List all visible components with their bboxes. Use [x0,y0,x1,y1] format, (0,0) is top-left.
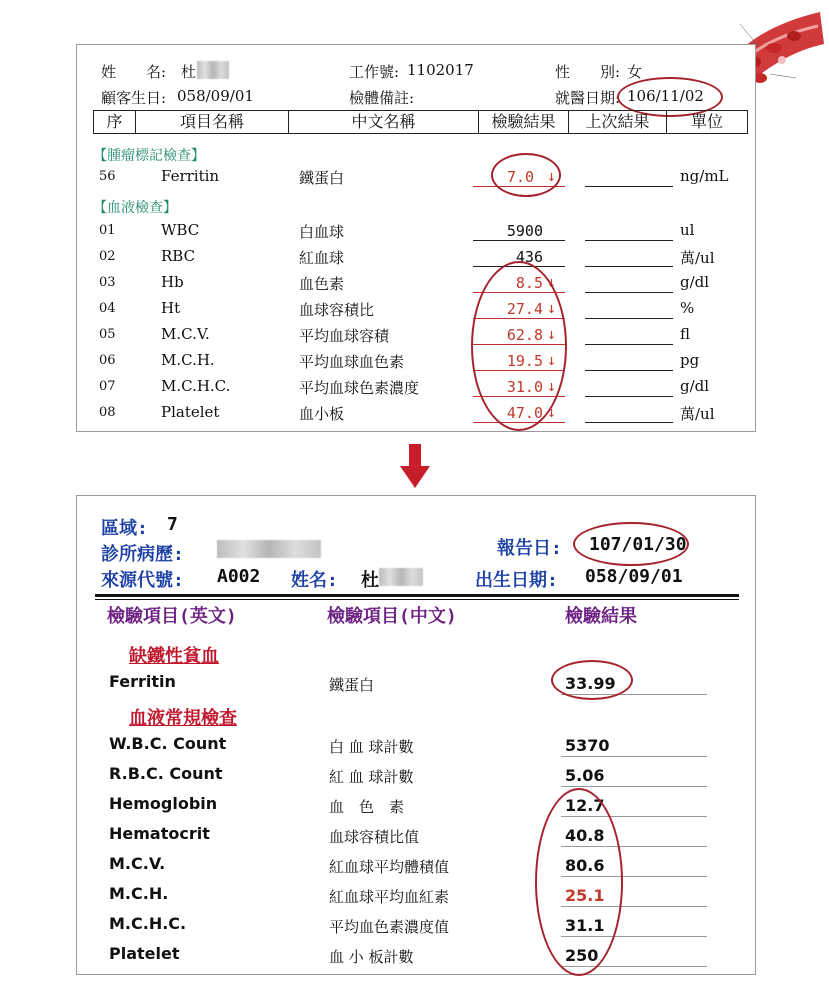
name-redaction [197,61,229,79]
patient-name-value: 杜 [361,570,379,591]
ferritin-circle [491,153,561,197]
col-zh-name: 檢驗項目(中文) [327,606,457,627]
section-title: 【腫瘤標記檢查】 [93,148,205,164]
col-unit: 單位 [690,112,723,131]
name-label: 姓 名: [101,63,167,81]
down-arrow-icon: ↓ [547,377,557,395]
col-result: 檢驗結果 [565,606,637,627]
col-result: 檢驗結果 [479,111,569,133]
ferritin-circle [551,660,633,700]
sex-value: 女 [627,63,643,81]
work-no-value: 1102017 [407,61,474,79]
down-arrow-icon: ↓ [547,167,557,185]
down-arrow-icon [400,444,430,488]
work-no-label: 工作號: [349,63,400,81]
clinic-record-label: 診所病歷: [101,544,184,565]
improved-values-circle [535,788,623,976]
visit-date-label: 就醫日期: [555,89,621,107]
col-previous: 上次結果 [569,111,667,133]
patient-name-redaction [379,568,423,586]
header-divider [95,594,739,600]
down-arrow-icon: ↓ [547,403,557,421]
col-no: 序 [94,111,136,133]
followup-lab-report: 區域: 7 診所病歷: 報告日: 107/01/30 來源代號: A002 姓名: 杜 出生日期: 058/09/01 檢驗項目(英文) 檢驗項目(中文) 檢驗結果 缺鐵性貧血 Ferritin 鐵蛋白 33.99 血液常規檢查 W.B.C. Count 白 血 球計數 5370 R.B.C. Count 紅 血 球計數 5.06 Hemoglobin 血 色 素 12.7 Hematocrit 血球容積比值 40.8 M.C.V. 紅血球平均體積值 80.6 M.C.H. 紅血球平均血紅素 25.1 M.C.H.C. 平均血色素濃度值 31.1 Platelet 血 小 板計數 250 [76,495,756,975]
specimen-label: 檢體備註: [349,89,415,107]
report-date-value: 107/01/30 [589,534,687,555]
previous-lab-report: 姓 名: 杜 工作號: 1102017 性 別: 女 顧客生日: 058/09/01 檢體備註: 就醫日期: 106/11/02 序 項目名稱 中文名稱 檢驗結果 上次結果 單位 【腫瘤標記檢查】 56 Ferritin 鐵蛋白 7.0 ↓ ng/mL 【血液檢查】 01 WBC 白血球 5900 ul 02 RBC 紅血球 436 萬/ul 03 Hb 血色素 8.5 ↓ g/dl 04 Ht 血球容積比 27.4 ↓ % 05 M.C.V. 平均血球容積 62.8 ↓ fl 06 M.C.H. 平均血球血色素 19.5 ↓ pg 07 M.C.H.C. 平均血球色素濃度 31.0 ↓ g/dl 08 Platelet 血小板 47.0 ↓ 萬/ul [76,44,756,432]
patient-name-label: 姓名: [291,570,338,591]
section-title: 缺鐵性貧血 [129,646,219,667]
birth-date-value: 058/09/01 [585,566,683,587]
birth-date-label: 出生日期: [475,570,558,591]
area-label: 區域: [101,518,148,539]
sex-label: 性 別: [555,63,621,81]
area-value: 7 [167,514,178,535]
table-header [93,110,748,134]
clinic-record-redaction [217,540,321,558]
down-arrow-icon: ↓ [547,273,557,291]
source-value: A002 [217,566,261,587]
name-value: 杜 [181,63,197,81]
report-date-circle [573,522,689,566]
down-arrow-icon: ↓ [547,299,557,317]
down-arrow-icon: ↓ [547,325,557,343]
section-title: 【血液檢查】 [93,200,177,216]
low-values-circle [471,261,567,431]
visit-date-value: 106/11/02 [627,87,704,105]
col-zh-name: 中文名稱 [289,111,479,133]
birth-label: 顧客生日: [101,89,167,107]
source-label: 來源代號: [101,570,184,591]
col-en-name: 檢驗項目(英文) [107,606,237,627]
col-item-name: 項目名稱 [136,111,289,133]
section-title: 血液常規檢查 [129,708,237,729]
down-arrow-icon: ↓ [547,351,557,369]
report-date-label: 報告日: [497,538,562,559]
birth-value: 058/09/01 [177,87,254,105]
